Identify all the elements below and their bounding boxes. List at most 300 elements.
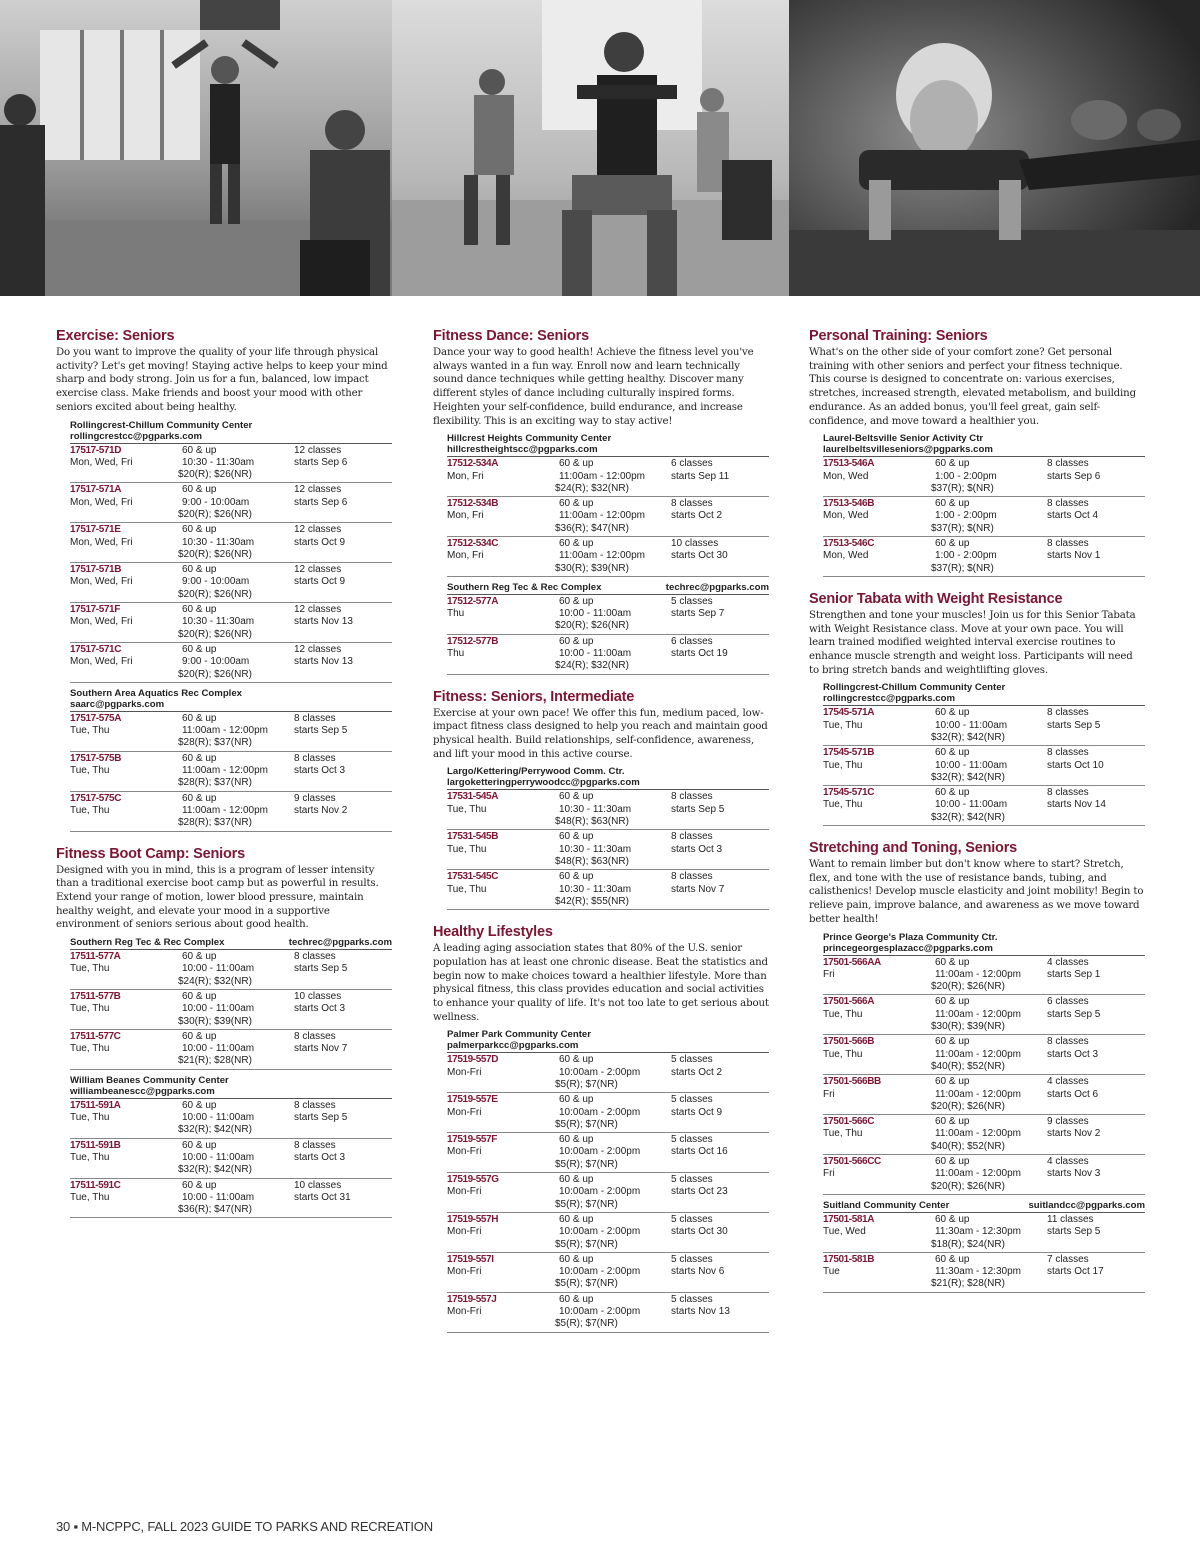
class-row — [823, 1035, 1145, 1075]
course-code[interactable]: 17501-566CC — [823, 1156, 881, 1168]
class-days: Tue, Wed — [823, 1226, 866, 1238]
class-row — [70, 523, 392, 563]
class-row — [823, 1253, 1145, 1293]
class-fee: $36(R); $47(NR) — [555, 522, 629, 534]
class-count: 8 classes — [294, 712, 336, 724]
class-time: 10:30 - 11:30am — [182, 536, 255, 548]
start-date: starts Nov 3 — [1047, 1168, 1101, 1180]
class-time: 1:00 - 2:00pm — [935, 510, 997, 522]
course-code[interactable]: 17519-557G — [447, 1174, 499, 1186]
class-row — [70, 444, 392, 484]
start-date: starts Oct 9 — [294, 576, 346, 588]
class-fee: $20(R); $26(NR) — [178, 548, 252, 560]
class-count: 4 classes — [1047, 1076, 1089, 1088]
class-time: 9:00 - 10:00am — [182, 656, 250, 668]
class-days: Tue, Thu — [70, 725, 110, 737]
class-fee: $30(R); $39(NR) — [178, 1015, 252, 1027]
age-range: 60 & up — [182, 484, 217, 496]
class-time: 10:00 - 11:00am — [935, 799, 1008, 811]
course-code[interactable]: 17545-571A — [823, 707, 875, 719]
start-date: starts Nov 2 — [1047, 1128, 1101, 1140]
section-title: Personal Training: Seniors — [809, 328, 988, 344]
class-days: Fri — [823, 1168, 835, 1180]
section-title: Exercise: Seniors — [56, 328, 175, 344]
class-days: Tue — [823, 1266, 840, 1278]
start-date: starts Oct 3 — [1047, 1048, 1099, 1060]
class-count: 5 classes — [671, 1253, 713, 1265]
photo-strip — [0, 0, 1200, 296]
class-days: Tue, Thu — [823, 1128, 863, 1140]
class-fee: $28(R); $37(NR) — [178, 777, 252, 789]
age-range: 60 & up — [182, 1139, 217, 1151]
start-date: starts Oct 30 — [671, 1226, 728, 1238]
location-name: Laurel-Beltsville Senior Activity Ctr — [823, 433, 984, 445]
location-header — [447, 579, 769, 595]
senior-woman-pushup-photo — [789, 0, 1200, 296]
location-email[interactable]: laurelbeltsvilleseniors@pgparks.com — [823, 444, 993, 456]
class-time: 10:00am - 2:00pm — [559, 1186, 641, 1198]
class-days: Mon, Wed, Fri — [70, 576, 133, 588]
location-header — [447, 763, 769, 790]
location-name: William Beanes Community Center — [70, 1074, 229, 1086]
class-fee: $20(R); $26(NR) — [178, 628, 252, 640]
location-header — [70, 417, 392, 444]
course-code[interactable]: 17545-571B — [823, 747, 875, 759]
class-fee: $40(R); $52(NR) — [931, 1140, 1005, 1152]
class-fee: $20(R); $26(NR) — [555, 620, 629, 632]
location-listing — [70, 934, 392, 1070]
location-email[interactable]: hillcrestheightscc@pgparks.com — [447, 444, 598, 456]
start-date: starts Sep 5 — [294, 963, 348, 975]
age-range: 60 & up — [935, 1076, 970, 1088]
class-time: 11:30am - 12:30pm — [935, 1226, 1021, 1238]
class-count: 12 classes — [294, 484, 342, 496]
age-range: 60 & up — [935, 1116, 970, 1128]
course-code[interactable]: 17517-575B — [70, 752, 122, 764]
location-listing — [70, 685, 392, 832]
age-range: 60 & up — [182, 643, 217, 655]
age-range: 60 & up — [559, 538, 594, 549]
class-fee: $20(R); $26(NR) — [178, 588, 252, 600]
start-date: starts Sep 5 — [294, 1112, 348, 1124]
class-count: 12 classes — [294, 444, 342, 456]
course-code[interactable]: 17511-577C — [70, 1030, 121, 1042]
class-days: Mon-Fri — [447, 1146, 482, 1158]
class-row — [823, 457, 1145, 497]
location-listing — [823, 430, 1145, 577]
start-date: starts Oct 10 — [1047, 759, 1104, 771]
location-email[interactable]: techrec@pgparks.com — [665, 581, 769, 593]
start-date: starts Oct 3 — [294, 1003, 346, 1015]
class-time: 11:00am - 12:00pm — [182, 725, 268, 737]
class-row — [447, 1173, 769, 1213]
class-days: Tue, Thu — [447, 803, 487, 815]
class-days: Mon-Fri — [447, 1306, 482, 1318]
class-fee: $24(R); $32(NR) — [178, 975, 252, 987]
class-row — [70, 990, 392, 1030]
start-date: starts Sep 6 — [294, 456, 348, 468]
course-code[interactable]: 17517-571D — [70, 444, 122, 456]
class-fee: $5(R); $7(NR) — [555, 1158, 618, 1170]
location-email[interactable]: williambeanescc@pgparks.com — [70, 1085, 215, 1097]
start-date: starts Oct 16 — [671, 1146, 728, 1158]
class-row — [447, 1053, 769, 1093]
class-count: 5 classes — [671, 595, 713, 607]
course-code[interactable]: 17519-557J — [447, 1293, 497, 1305]
course-code[interactable]: 17512-534C — [447, 538, 499, 549]
page-footer: 30 ▪ M-NCPPC, FALL 2023 GUIDE TO PARKS AND RECREATION — [56, 1519, 433, 1534]
class-count: 12 classes — [294, 524, 342, 536]
age-range: 60 & up — [182, 524, 217, 536]
start-date: starts Sep 5 — [1047, 1008, 1101, 1020]
class-fee: $30(R); $39(NR) — [555, 562, 629, 574]
class-time: 10:30 - 11:30am — [182, 456, 255, 468]
class-fee: $24(R); $32(NR) — [555, 482, 629, 494]
age-range: 60 & up — [559, 1094, 594, 1106]
column-3 — [809, 328, 1145, 1293]
course-code[interactable]: 17517-571C — [70, 643, 122, 655]
class-days: Tue, Thu — [447, 883, 487, 895]
class-days: Mon-Fri — [447, 1106, 482, 1118]
section-title: Fitness Boot Camp: Seniors — [56, 845, 245, 862]
course-code[interactable]: 17501-566BB — [823, 1076, 881, 1088]
age-range: 60 & up — [182, 752, 217, 764]
class-row — [823, 956, 1145, 996]
start-date: starts Nov 13 — [294, 656, 353, 668]
section-description: Want to remain limber but don't know where to start? Stretch, flex, and tone with the use of resistance bands, tubing, and calisthenics! Develop muscle elasticity and joint mobility! Begin to relieve pain, improve balance, and awareness as we move toward better health! — [809, 859, 1144, 925]
class-days: Thu — [447, 608, 465, 620]
class-fee: $5(R); $7(NR) — [555, 1078, 618, 1090]
start-date: starts Sep 11 — [671, 470, 730, 482]
class-count: 4 classes — [1047, 1156, 1089, 1168]
location-listing — [823, 679, 1145, 826]
age-range: 60 & up — [182, 990, 217, 1002]
class-count: 8 classes — [1047, 538, 1089, 549]
course-code[interactable]: 17511-591B — [70, 1139, 121, 1151]
class-row — [447, 537, 769, 577]
course-code[interactable]: 17513-546A — [823, 458, 875, 470]
class-days: Mon, Wed, Fri — [70, 496, 133, 508]
class-count: 12 classes — [294, 604, 342, 616]
class-time: 10:00am - 2:00pm — [559, 1226, 641, 1238]
class-count: 11 classes — [1047, 1213, 1094, 1225]
class-count: 8 classes — [671, 498, 713, 510]
class-fee: $5(R); $7(NR) — [555, 1198, 618, 1210]
class-time: 10:00 - 11:00am — [182, 1112, 255, 1124]
course-code[interactable]: 17517-571B — [70, 564, 122, 576]
age-range: 60 & up — [559, 831, 594, 843]
class-row — [447, 1293, 769, 1333]
location-name: Southern Reg Tec & Rec Complex — [70, 937, 225, 949]
class-time: 10:00 - 11:00am — [182, 1151, 255, 1163]
location-listing — [823, 1197, 1145, 1293]
class-fee: $32(R); $42(NR) — [931, 771, 1005, 783]
location-listing — [823, 929, 1145, 1195]
age-range: 60 & up — [559, 791, 594, 803]
class-row — [70, 1099, 392, 1139]
class-fee: $20(R); $26(NR) — [931, 1180, 1005, 1192]
class-time: 11:00am - 12:00pm — [935, 1128, 1021, 1140]
age-range: 60 & up — [182, 712, 217, 724]
class-row — [447, 635, 769, 675]
class-row — [823, 537, 1145, 577]
location-listing — [447, 579, 769, 675]
age-range: 60 & up — [559, 1054, 594, 1066]
start-date: starts Oct 31 — [294, 1191, 351, 1203]
location-row — [823, 1200, 1145, 1211]
class-row — [70, 1139, 392, 1179]
class-days: Tue, Thu — [70, 963, 110, 975]
class-days: Thu — [447, 648, 465, 660]
course-code[interactable]: 17501-566B — [823, 1036, 875, 1048]
location-email[interactable]: suitlandcc@pgparks.com — [1028, 1199, 1145, 1211]
location-header — [823, 1197, 1145, 1213]
location-email[interactable]: techrec@pgparks.com — [288, 937, 392, 949]
class-count: 8 classes — [1047, 498, 1089, 510]
class-count: 8 classes — [671, 831, 713, 843]
course-code[interactable]: 17513-546B — [823, 498, 875, 510]
class-time: 11:00am - 12:00pm — [935, 968, 1021, 980]
location-name: Southern Area Aquatics Rec Complex — [70, 687, 243, 699]
course-code[interactable]: 17531-545A — [447, 791, 499, 803]
class-time: 10:00 - 11:00am — [182, 1043, 255, 1055]
age-range: 60 & up — [559, 458, 594, 470]
class-time: 11:00am - 12:00pm — [559, 470, 645, 482]
class-row — [70, 950, 392, 990]
class-count: 5 classes — [671, 1293, 713, 1305]
class-days: Mon-Fri — [447, 1226, 482, 1238]
age-range: 60 & up — [182, 792, 217, 804]
class-fee: $36(R); $47(NR) — [178, 1204, 252, 1216]
course-code[interactable]: 17511-577A — [70, 951, 121, 963]
section-title: Senior Tabata with Weight Resistance — [809, 590, 1063, 607]
class-count: 8 classes — [1047, 707, 1089, 719]
location-email[interactable]: rollingcrestcc@pgparks.com — [70, 430, 202, 442]
course-code[interactable]: 17511-577B — [70, 990, 121, 1002]
class-row — [447, 790, 769, 830]
class-time: 10:30 - 11:30am — [559, 843, 632, 855]
start-date: starts Oct 9 — [671, 1106, 723, 1118]
class-fee: $5(R); $7(NR) — [555, 1318, 618, 1330]
start-date: starts Oct 6 — [1047, 1088, 1099, 1100]
course-code[interactable]: 17517-575C — [70, 792, 122, 804]
class-row — [823, 1115, 1145, 1155]
class-days: Mon, Fri — [447, 470, 484, 482]
course-code[interactable]: 17519-557E — [447, 1094, 498, 1106]
course-code[interactable]: 17519-557F — [447, 1134, 497, 1146]
age-range: 60 & up — [935, 1036, 970, 1048]
age-range: 60 & up — [935, 538, 970, 549]
class-time: 10:00 - 11:00am — [182, 1003, 255, 1015]
course-code[interactable]: 17531-545C — [447, 871, 499, 883]
start-date: starts Oct 4 — [1047, 510, 1099, 522]
class-row — [823, 706, 1145, 746]
start-date: starts Oct 3 — [294, 765, 346, 777]
start-date: starts Nov 14 — [1047, 799, 1106, 811]
class-count: 7 classes — [1047, 1253, 1089, 1265]
class-count: 8 classes — [294, 1139, 336, 1151]
class-days: Tue, Thu — [823, 1008, 863, 1020]
location-listing — [70, 417, 392, 683]
course-code[interactable]: 17517-571E — [70, 524, 121, 536]
course-code[interactable]: 17519-557H — [447, 1213, 499, 1225]
class-time: 10:00am - 2:00pm — [559, 1066, 641, 1078]
class-days: Tue, Thu — [70, 1003, 110, 1015]
class-row — [823, 746, 1145, 786]
class-row — [70, 643, 392, 683]
class-count: 10 classes — [671, 538, 719, 549]
start-date: starts Nov 7 — [294, 1043, 348, 1055]
location-row — [70, 937, 392, 948]
class-time: 9:00 - 10:00am — [182, 576, 250, 588]
start-date: starts Sep 7 — [671, 608, 725, 620]
location-email[interactable]: princegeorgesplazacc@pgparks.com — [823, 942, 993, 954]
age-range: 60 & up — [935, 787, 970, 799]
course-code[interactable]: 17511-591C — [70, 1179, 121, 1191]
class-row — [447, 1253, 769, 1293]
class-days: Mon, Wed — [823, 510, 869, 522]
class-fee: $24(R); $32(NR) — [555, 660, 629, 672]
class-fee: $40(R); $52(NR) — [931, 1060, 1005, 1072]
class-row — [447, 1213, 769, 1253]
class-fee: $5(R); $7(NR) — [555, 1118, 618, 1130]
start-date: starts Oct 2 — [671, 510, 723, 522]
age-range: 60 & up — [559, 595, 594, 607]
age-range: 60 & up — [182, 1099, 217, 1111]
location-name: Hillcrest Heights Community Center — [447, 433, 612, 445]
class-time: 10:30 - 11:30am — [182, 616, 255, 628]
class-count: 5 classes — [671, 1094, 713, 1106]
class-fee: $28(R); $37(NR) — [178, 737, 252, 749]
location-name: Suitland Community Center — [823, 1199, 950, 1211]
class-time: 11:00am - 12:00pm — [935, 1168, 1021, 1180]
age-range: 60 & up — [559, 1213, 594, 1225]
location-row — [447, 582, 769, 593]
course-code[interactable]: 17501-566AA — [823, 956, 881, 968]
course-code[interactable]: 17501-581B — [823, 1253, 875, 1265]
class-row — [447, 457, 769, 497]
location-name: Prince George's Plaza Community Ctr. — [823, 931, 998, 943]
class-row — [823, 1213, 1145, 1253]
course-code[interactable]: 17517-571F — [70, 604, 120, 616]
course-code[interactable]: 17512-534B — [447, 498, 499, 510]
class-row — [70, 603, 392, 643]
course-code[interactable]: 17501-566A — [823, 996, 875, 1008]
start-date: starts Nov 6 — [671, 1266, 725, 1278]
class-time: 10:00 - 11:00am — [182, 1191, 255, 1203]
course-code[interactable]: 17517-575A — [70, 712, 122, 724]
class-count: 5 classes — [671, 1054, 713, 1066]
start-date: starts Sep 5 — [671, 803, 725, 815]
start-date: starts Sep 5 — [1047, 1226, 1101, 1238]
age-range: 60 & up — [935, 996, 970, 1008]
location-header — [70, 1072, 392, 1099]
course-code[interactable]: 17512-577B — [447, 635, 499, 647]
age-range: 60 & up — [935, 747, 970, 759]
class-time: 10:00am - 2:00pm — [559, 1306, 641, 1318]
class-fee: $32(R); $42(NR) — [931, 811, 1005, 823]
class-fee: $30(R); $39(NR) — [931, 1021, 1005, 1033]
location-listing — [447, 430, 769, 577]
section-description: Do you want to improve the quality of your life through physical activity? Let's get moving! Staying active helps to keep your mind sharp and body strong. Join us for a fun, balanced, low impact exercise class. Make friends and boost your mood with other seniors excited about being healthy. — [56, 347, 388, 413]
course-code[interactable]: 17513-546C — [823, 538, 875, 549]
class-count: 12 classes — [294, 564, 342, 576]
class-row — [823, 1155, 1145, 1195]
class-days: Mon, Wed, Fri — [70, 616, 133, 628]
class-time: 10:00 - 11:00am — [559, 608, 632, 620]
class-days: Tue, Thu — [447, 843, 487, 855]
start-date: starts Oct 3 — [671, 843, 723, 855]
class-days: Tue, Thu — [70, 804, 110, 816]
age-range: 60 & up — [559, 1293, 594, 1305]
class-row — [447, 870, 769, 910]
class-fee: $32(R); $42(NR) — [178, 1164, 252, 1176]
class-fee: $32(R); $42(NR) — [178, 1124, 252, 1136]
class-fee: $37(R); $(NR) — [931, 482, 994, 494]
class-fee: $42(R); $55(NR) — [555, 895, 629, 907]
location-header — [447, 1026, 769, 1053]
class-days: Mon, Wed, Fri — [70, 456, 133, 468]
class-count: 4 classes — [1047, 956, 1089, 968]
course-code[interactable]: 17512-577A — [447, 595, 499, 607]
start-date: starts Oct 30 — [671, 550, 728, 562]
class-days: Fri — [823, 1088, 835, 1100]
course-code[interactable]: 17531-545B — [447, 831, 499, 843]
class-row — [823, 1075, 1145, 1115]
class-fee: $18(R); $24(NR) — [931, 1238, 1005, 1250]
age-range: 60 & up — [559, 1253, 594, 1265]
course-code[interactable]: 17511-591A — [70, 1099, 121, 1111]
class-days: Tue, Thu — [70, 1191, 110, 1203]
class-days: Fri — [823, 968, 835, 980]
course-code[interactable]: 17512-534A — [447, 458, 499, 470]
location-header — [823, 929, 1145, 956]
section-description: A leading aging association states that 80% of the U.S. senior population has at least one chronic disease. Beat the statistics and begin now to make choices toward a healthier lifestyle. More than physical fitness, this class provides education and social activities to enhance your quality of life. It's not too late to get serious about wellness. — [433, 943, 769, 1023]
seniors-dance-fitness-photo — [392, 0, 789, 296]
course-code[interactable]: 17501-581A — [823, 1213, 875, 1225]
class-fee: $21(R); $28(NR) — [178, 1055, 252, 1067]
class-count: 8 classes — [671, 871, 713, 883]
location-email[interactable]: palmerparkcc@pgparks.com — [447, 1040, 579, 1052]
course-code[interactable]: 17519-557I — [447, 1253, 494, 1265]
start-date: starts Sep 5 — [294, 725, 348, 737]
course-code[interactable]: 17519-557D — [447, 1054, 499, 1066]
seniors-exercise-class-photo — [0, 0, 392, 296]
class-fee: $20(R); $26(NR) — [931, 981, 1005, 993]
class-days: Mon, Wed — [823, 470, 869, 482]
class-fee: $32(R); $42(NR) — [931, 732, 1005, 743]
course-code[interactable]: 17501-566C — [823, 1116, 875, 1128]
section-title: Fitness: Seniors, Intermediate — [433, 688, 635, 705]
class-days: Tue, Thu — [823, 799, 863, 811]
class-time: 10:00 - 11:00am — [935, 759, 1008, 771]
course-code[interactable]: 17517-571A — [70, 484, 122, 496]
class-time: 1:00 - 2:00pm — [935, 550, 997, 562]
start-date: starts Oct 3 — [294, 1151, 346, 1163]
class-time: 11:00am - 12:00pm — [559, 510, 645, 522]
class-fee: $20(R); $26(NR) — [178, 469, 252, 481]
location-email[interactable]: saarc@pgparks.com — [70, 698, 165, 710]
location-email[interactable]: rollingcrestcc@pgparks.com — [823, 693, 955, 705]
column-2 — [433, 328, 769, 1333]
class-time: 9:00 - 10:00am — [182, 496, 250, 508]
age-range: 60 & up — [935, 1213, 970, 1225]
course-code[interactable]: 17545-571C — [823, 787, 875, 799]
class-fee: $48(R); $63(NR) — [555, 816, 629, 828]
class-count: 8 classes — [1047, 787, 1089, 799]
location-email[interactable]: largoketteringperrywoodcc@pgparks.com — [447, 777, 640, 789]
age-range: 60 & up — [182, 1179, 217, 1191]
